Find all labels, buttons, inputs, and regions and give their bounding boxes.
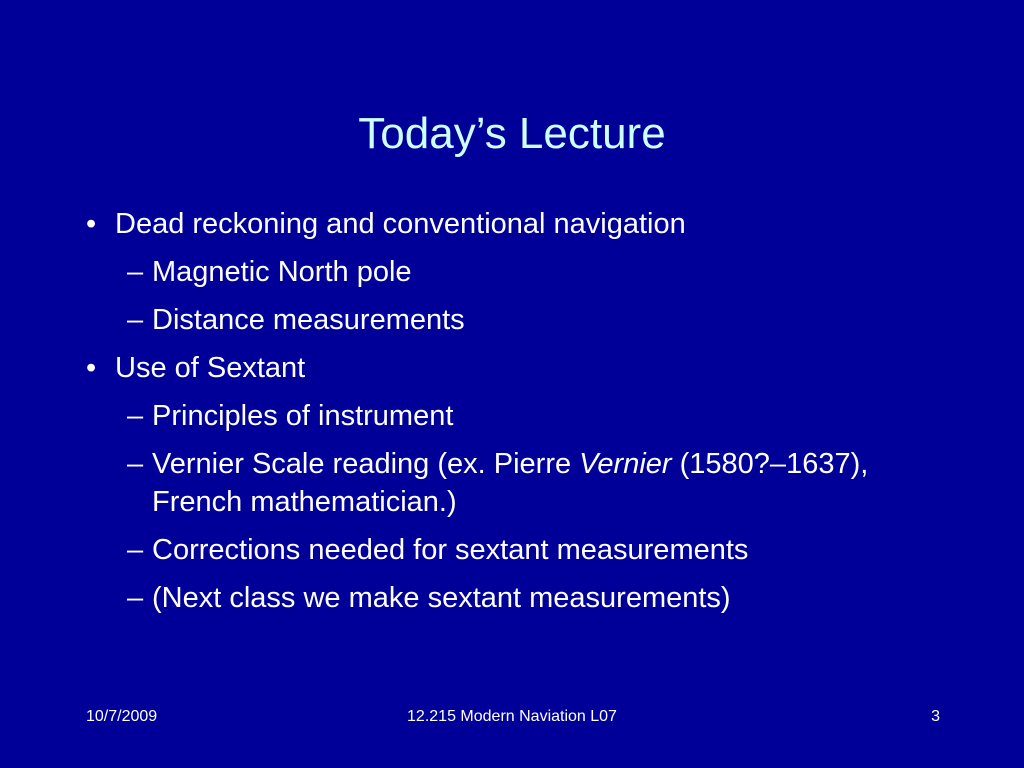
sub-bullet-item	[0, 296, 1024, 344]
dash-icon: –	[127, 304, 144, 336]
bullet-item	[0, 200, 1024, 248]
sub-bullet-text: Principles of instrument	[152, 400, 454, 432]
sub-bullet-item	[0, 248, 1024, 296]
sub-bullet-item	[0, 526, 1024, 574]
sub-bullet-item	[0, 440, 1024, 526]
sub-bullet-item	[0, 392, 1024, 440]
italic-name: Vernier	[579, 448, 672, 480]
sub-bullet-text	[152, 445, 912, 521]
bullet-text: Dead reckoning and conventional navigation	[115, 208, 686, 240]
text-segment: Vernier Scale reading (ex. Pierre	[152, 448, 580, 480]
dash-icon: –	[127, 582, 144, 614]
dash-icon: –	[127, 256, 144, 288]
text-segment: (1580?–1637), French mathematician.)	[152, 448, 869, 518]
slide-number: 3	[931, 708, 940, 725]
dash-icon: –	[127, 534, 144, 566]
dash-icon: –	[127, 400, 144, 432]
sub-bullet-text: Magnetic North pole	[152, 256, 412, 288]
sub-bullet-text: Corrections needed for sextant measurements	[152, 534, 749, 566]
sub-bullet-text: Distance measurements	[152, 304, 465, 336]
slide-title: Today’s Lecture	[358, 109, 666, 158]
dash-icon: –	[127, 448, 144, 480]
footer-course: 12.215 Modern Naviation L07	[407, 708, 617, 725]
footer-date: 10/7/2009	[86, 708, 158, 725]
bullet-item	[0, 344, 1024, 392]
bullet-icon: •	[86, 208, 97, 240]
bullet-icon: •	[86, 352, 97, 384]
sub-bullet-text: (Next class we make sextant measurements)	[152, 582, 731, 614]
bullet-text: Use of Sextant	[115, 352, 306, 384]
sub-bullet-item	[0, 574, 1024, 622]
bullet-list	[0, 200, 1024, 622]
